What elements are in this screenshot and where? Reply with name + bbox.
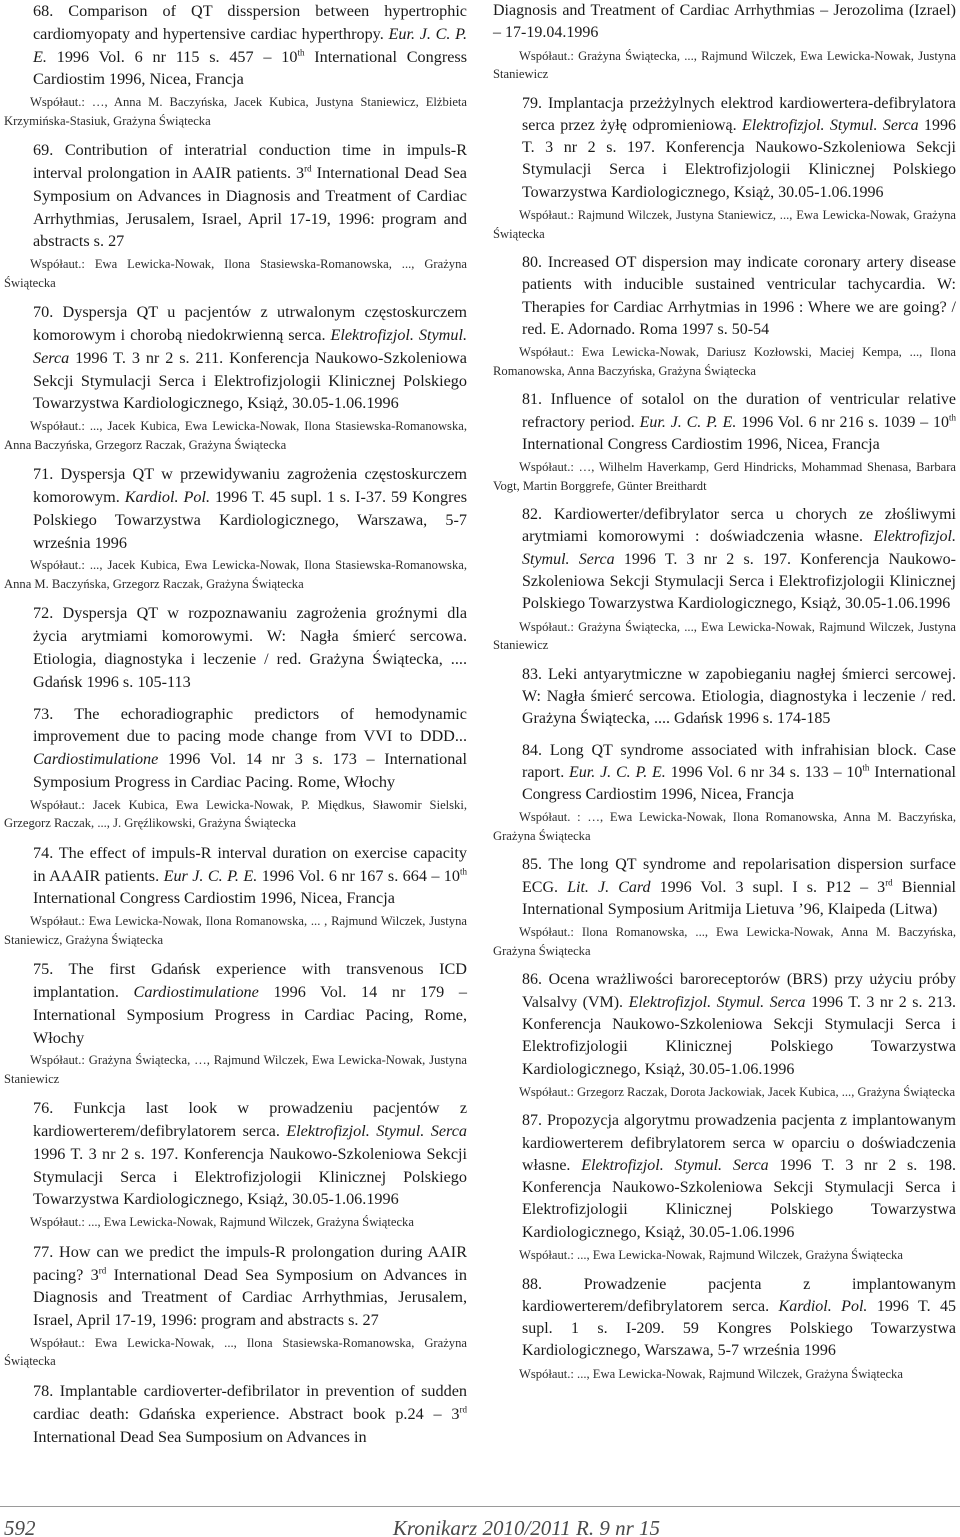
citation-text: 1996 Vol. 6 nr 34 s. 133 – 10 <box>665 763 863 781</box>
entry-number: 85. <box>522 856 542 874</box>
citation-text: 1996 Vol. 3 supl. I s. P12 – 3 <box>650 878 886 896</box>
citation-text: Influence of sotalol on the duration of ventricular relative refractory period. <box>522 391 956 431</box>
superscript: th <box>862 762 870 773</box>
entry-number: 79. <box>522 94 542 112</box>
entry-number: 82. <box>522 506 542 524</box>
superscript: rd <box>459 1404 467 1415</box>
entry-citation <box>493 1110 956 1244</box>
journal-title: Elektrofizjol. Stymul. Serca <box>522 528 956 568</box>
citation-text: International Dead Sea Symposium on Advances in Diagnosis and Treatment of Cardiac Arrhythmias, Jerusalem, Israel, April 17-19, 1996: program and abstracts s. 27 <box>33 163 467 251</box>
co-authors-text: Współaut.: …, Anna M. Baczyńska, Jacek Kubica, Justyna Staniewicz, Elżbieta Krzymińska-Stasiuk, Grażyna Świątecka <box>4 95 467 128</box>
co-authors <box>493 47 956 84</box>
co-authors-text: Współaut.: Ewa Lewicka-Nowak, Ilona Stasiewska-Romanowska, ..., Grażyna Świątecka <box>4 257 467 290</box>
co-authors-text: Współaut.: Ewa Lewicka-Nowak, Ilona Romanowska, ... , Rajmund Wilczek, Justyna Staniewicz, Grażyna Świątecka <box>4 914 467 947</box>
citation-text: 1996 Vol. 6 nr 216 s. 1039 – 10 <box>736 413 949 431</box>
bibliography-entry <box>493 969 956 1101</box>
co-authors <box>4 796 467 833</box>
journal-title: Kardiol. Pol. <box>124 487 211 506</box>
co-authors <box>493 206 956 243</box>
co-authors <box>4 417 467 454</box>
entry-number: 78. <box>33 1381 54 1400</box>
bibliography-entry <box>493 854 956 960</box>
journal-title: Cardiostimulatione <box>33 750 159 769</box>
co-authors-text: Współaut. : …, Ewa Lewicka-Nowak, Ilona Romanowska, Anna M. Baczyńska, Grażyna Świątecka <box>493 810 956 843</box>
co-authors <box>4 1334 467 1371</box>
bibliography-entry <box>493 93 956 243</box>
bibliography-entry <box>4 139 467 292</box>
citation-text: International Dead Sea Sumposium on Advances in <box>33 1427 367 1446</box>
entry-number: 87. <box>522 1112 542 1130</box>
entry-citation <box>493 1274 956 1363</box>
entry-number: 69. <box>33 141 54 160</box>
co-authors-text: Współaut.: Grażyna Świątecka, …, Rajmund Wilczek, Ewa Lewicka-Nowak, Justyna Staniewicz <box>4 1053 467 1086</box>
entry-citation <box>493 389 956 456</box>
superscript: rd <box>98 1265 107 1276</box>
citation-text: 1996 T. 45 supl. 1 s. I-209. 59 Kongres Polskiego Towarzystwa Kardiologicznego, Warszawa, 5-7 września 1996 <box>522 1297 956 1360</box>
bibliography-entry <box>493 740 956 846</box>
page-number: 592 <box>4 1516 36 1537</box>
bibliography-entry <box>493 389 956 495</box>
entry-citation <box>4 301 467 415</box>
entry-citation <box>4 0 467 91</box>
entry-number: 86. <box>522 971 542 989</box>
co-authors-text: Współaut.: Grażyna Świątecka, ..., Rajmund Wilczek, Ewa Lewicka-Nowak, Justyna Staniewicz <box>493 48 956 82</box>
entry-number: 84. <box>522 741 542 759</box>
left-column <box>4 0 467 1457</box>
citation-text: 1996 Vol. 6 nr 115 s. 457 – 10 <box>46 47 298 66</box>
superscript: th <box>949 412 957 423</box>
entry-citation <box>493 0 956 45</box>
entry-citation <box>4 463 467 554</box>
co-authors <box>4 255 467 292</box>
entry-citation <box>493 969 956 1080</box>
citation-text: Comparison of QT disspersion between hypertrophic cardiomyopaty and hypertensive cardiac hyperthropy. <box>33 2 467 43</box>
citation-text: The first Gdańsk experience with transvenous ICD implantation. <box>33 960 467 1001</box>
citation-text: Long QT syndrome associated with infrahisian block. Case raport. <box>522 741 956 781</box>
co-authors <box>493 458 956 495</box>
co-authors-text: Współaut.: ..., Jacek Kubica, Ewa Lewicka-Nowak, Ilona Stasiewska-Romanowska, Anna Baczyńska, Grzegorz Raczak, Grażyna Świątecka <box>4 419 467 452</box>
citation-text: 1996 Vol. 14 nr 3 s. 173 – International Symposium Progress in Cardiac Pacing. Rome, Włochy <box>33 750 467 791</box>
bibliography-entry <box>4 1380 467 1448</box>
co-authors <box>4 912 467 949</box>
entry-number: 80. <box>522 254 542 272</box>
citation-text: Implantacja przeżżylnych elektrod kardiowertera-defibrylatora serca przez żyłę odpromieniową. <box>522 94 956 134</box>
footer-rule <box>0 1506 960 1507</box>
bibliography-entry <box>493 1110 956 1264</box>
bibliography-entry <box>493 1274 956 1384</box>
citation-text: 1996 T. 3 nr 2 s. 211. Konferencja Naukowo-Szkoleniowa Sekcji Stymulacji Serca i Elektrofizjologii Klinicznej Polskiego Towarzystwa Kardiologicznego, Książ, 30.05-1.06.1996 <box>33 348 467 413</box>
co-authors-text: Współaut.: …, Wilhelm Haverkamp, Gerd Hindricks, Mohammad Shenasa, Barbara Vogt, Martin Borggrefe, Günter Breithardt <box>493 460 956 493</box>
citation-text: Increased OT dispersion may indicate coronary artery disease patients with inducible sustained ventricular tachycardia. W: Therapies for Cardiac Arrhytmias in 1996 : Where we are going? / red. E. Adornado. Roma 1997 s. 50-54 <box>522 254 956 338</box>
co-authors <box>493 808 956 845</box>
citation-text: International Congress Cardiostim 1996, Nicea, Francja <box>33 47 467 89</box>
entry-number: 73. <box>33 704 54 723</box>
co-authors <box>4 93 467 130</box>
entry-citation <box>4 958 467 1049</box>
bibliography-entry <box>4 463 467 593</box>
bibliography-entry <box>4 602 467 693</box>
journal-title: Lit. J. Card <box>567 878 651 896</box>
entry-citation <box>4 703 467 794</box>
citation-text: 1996 T. 3 nr 2 s. 197. Konferencja Naukowo-Szkoleniowa Sekcji Stymulacji Serca i Elektrofizjologii Klinicznej Polskiego Towarzystwa Kardiologicznego, Książ, 30.05-1.06.1996 <box>522 550 957 613</box>
journal-footer: Kronikarz 2010/2011 R. 9 nr 15 <box>392 1516 660 1537</box>
entry-citation <box>4 602 467 693</box>
entry-number: 77. <box>33 1242 54 1261</box>
citation-text: 1996 T. 3 nr 2 s. 213. Konferencja Naukowo-Szkoleniowa Sekcji Stymulacji Serca i Elektrofizjologii Klinicznej Polskiego Towarzystwa Kardiologicznego, Książ, 30.05-1.06.1996 <box>522 993 956 1078</box>
citation-text: 1996 T. 3 nr 2 s. 197. Konferencja Naukowo-Szkoleniowa Sekcji Stymulacji Serca i Elektrofizjologii Klinicznej Polskiego Towarzystwa Kardiologicznego, Książ, 30.05-1.06.1996 <box>522 116 957 201</box>
citation-text: International Congress Cardiostim 1996, Nicea, Francja <box>522 435 880 453</box>
journal-title: Cardiostimulatione <box>133 982 259 1001</box>
journal-title: Elektrofizjol. Stymul. Serca <box>286 1122 467 1141</box>
citation-text: Prowadzenie pacjenta z implantowanym kardiowerterem/defibrylatorem serca. <box>522 1275 956 1315</box>
citation-text: Dyspersja QT u pacjentów z utrwalonym częstoskurczem komorowym i chorobą niedokrwienną serca. <box>33 303 467 344</box>
co-authors <box>493 1083 956 1102</box>
co-authors-text: Współaut.: Ewa Lewicka-Nowak, Dariusz Kozłowski, Maciej Kempa, ..., Ilona Romanowska, Anna Baczyńska, Grażyna Świątecka <box>493 345 956 378</box>
citation-text: 1996 Vol. 14 nr 179 – International Symposium Progress in Cardiac Pacing, Rome, Włochy <box>33 982 468 1047</box>
co-authors-text: Współaut.: ..., Ewa Lewicka-Nowak, Rajmund Wilczek, Grażyna Świątecka <box>519 1366 903 1381</box>
superscript: th <box>297 47 305 58</box>
citation-text: 1996 T. 3 nr 2 s. 197. Konferencja Naukowo-Szkoleniowa Sekcji Stymulacji Serca i Elektrofizjologii Klinicznej Polskiego Towarzystwa Kardiologicznego, Książ, 30.05-1.06.1996 <box>33 1144 467 1209</box>
entry-number: 75. <box>33 960 54 979</box>
co-authors <box>493 343 956 380</box>
co-authors <box>4 1213 467 1232</box>
entry-citation <box>493 504 956 615</box>
journal-title: Eur. J. C. P. E. <box>639 413 737 431</box>
citation-text: Leki antyarytmiczne w zapobieganiu nagłej śmierci sercowej. W: Nagła śmierć sercowa. Etiologia, diagnostyka i leczenie / red. Grażyna Świątecka, .... Gdańsk 1996 s. 174-185 <box>522 665 956 728</box>
entry-citation <box>493 93 956 204</box>
entry-citation <box>4 139 467 253</box>
journal-title: Eur J. C. P. E. <box>163 866 258 885</box>
entry-citation <box>4 1241 467 1332</box>
journal-title: Kardiol. Pol. <box>778 1297 868 1315</box>
entry-number: 81. <box>522 391 542 409</box>
bibliography-entry <box>4 1097 467 1231</box>
entry-citation <box>493 854 956 921</box>
bibliography-entry <box>4 1241 467 1371</box>
bibliography-entry <box>493 252 956 380</box>
entry-number: 71. <box>33 465 54 484</box>
bibliography-entry <box>4 301 467 454</box>
entry-citation <box>4 1380 467 1448</box>
co-authors-text: Współaut.: ..., Jacek Kubica, Ewa Lewicka-Nowak, Ilona Stasiewska-Romanowska, Anna M. Baczyńska, Grzegorz Raczak, Grażyna Świątecka <box>4 558 467 591</box>
citation-text: The long QT syndrome and repolarisation dispersion surface ECG. <box>522 856 956 896</box>
co-authors <box>493 923 956 960</box>
co-authors-text: Współaut.: ..., Ewa Lewicka-Nowak, Rajmund Wilczek, Grażyna Świątecka <box>519 1248 903 1263</box>
citation-text: Dyspersja QT w przewidywaniu zagrożenia częstoskurczem komorowym. <box>33 465 467 506</box>
entry-number: 68. <box>33 2 54 20</box>
citation-text: Funkcja last look w prowadzeniu pacjentów z kardiowerterem/defibrylatorem serca. <box>33 1099 467 1141</box>
citation-text: International Dead Sea Symposium on Advances in Diagnosis and Treatment of Cardiac Arrhythmias, Jerusalem, Israel, April 17-19, 1996: program and abstracts s. 27 <box>33 1265 467 1330</box>
citation-text: The effect of impuls-R interval duration on exercise capacity in AAAIR patients. <box>33 843 467 885</box>
journal-title: Eur. J. C. P. E. <box>33 24 467 66</box>
entry-citation <box>493 252 956 341</box>
bibliography-entry <box>493 664 956 731</box>
co-authors <box>4 556 467 593</box>
co-authors <box>493 618 956 655</box>
citation-text: The echoradiographic predictors of hemodynamic improvement due to pacing mode change from VVI to DDD... <box>33 704 467 746</box>
citation-text: Biennial International Symposium Aritmija Lietuva ’96, Klaipeda (Litwa) <box>522 878 956 919</box>
entry-number: 76. <box>33 1099 54 1118</box>
citation-text: Contribution of interatrial conduction time in impuls-R interval prolongation in AAIR patients. 3 <box>33 141 467 182</box>
co-authors <box>493 1365 956 1384</box>
entry-citation <box>4 842 467 910</box>
superscript: rd <box>885 877 893 888</box>
entry-number: 74. <box>33 843 54 862</box>
co-authors-text: Współaut.: Ilona Romanowska, ..., Ewa Lewicka-Nowak, Anna M. Baczyńska, Grażyna Świątecka <box>493 925 956 958</box>
entry-citation <box>493 740 956 807</box>
co-authors-text: Współaut.: ..., Ewa Lewicka-Nowak, Rajmund Wilczek, Grażyna Świątecka <box>30 1215 414 1230</box>
citation-text: How can we predict the impuls-R prolongation during AAIR pacing? 3 <box>33 1242 467 1284</box>
journal-title: Elektrofizjol. Stymul. Serca <box>628 993 806 1011</box>
journal-title: Elektrofizjol. Stymul. Serca <box>581 1156 769 1174</box>
entry-citation <box>493 664 956 731</box>
citation-text: International Congress Cardiostim 1996, Nicea, Francja <box>33 889 395 908</box>
co-authors <box>4 1051 467 1088</box>
citation-text: 1996 T. 45 supl. 1 s. I-37. 59 Kongres Polskiego Towarzystwa Kardiologicznego, Warszawa, 5-7 września 1996 <box>33 487 467 552</box>
citation-text: 1996 Vol. 6 nr 167 s. 664 – 10 <box>257 866 460 885</box>
journal-title: Eur. J. C. P. E. <box>569 763 666 781</box>
bibliography-entry <box>493 504 956 654</box>
entry-citation <box>4 1097 467 1211</box>
citation-text: Ocena wrażliwości baroreceptorów (BRS) przy użyciu próby Valsalvy (VM). <box>522 971 956 1011</box>
bibliography-entry <box>493 0 956 84</box>
co-authors-text: Współaut.: Ewa Lewicka-Nowak, ..., Ilona Stasiewska-Romanowska, Grażyna Świątecka <box>4 1335 467 1369</box>
bibliography-entry <box>4 958 467 1088</box>
superscript: rd <box>304 163 312 174</box>
co-authors <box>493 1246 956 1265</box>
bibliography-entry <box>4 703 467 833</box>
entry-number: 88. <box>522 1275 542 1293</box>
citation-text: 1996 T. 3 nr 2 s. 198. Konferencja Naukowo-Szkoleniowa Sekcji Stymulacji Serca i Elektrofizjologii Klinicznej Polskiego Towarzystwa Kardiologicznego, Książ, 30.05-1.06.1996 <box>522 1156 956 1241</box>
citation-text: Dyspersja QT w rozpoznawaniu zagrożenia groźnymi dla życia arytmiami komorowymi. W: Nagła śmierć sercowa. Etiologia, diagnostyka i leczenie / red. Grażyna Świątecka, .... Gdańsk 1996 s. 105-113 <box>33 604 467 691</box>
citation-text: Kardiowerter/defibrylator serca u chorych ze złośliwymi arytmiami komorowymi : doświadczenia własne. <box>522 506 956 546</box>
co-authors-text: Współaut.: Grażyna Świątecka, ..., Ewa Lewicka-Nowak, Rajmund Wilczek, Justyna Staniewicz <box>493 619 956 653</box>
co-authors-text: Współaut.: Rajmund Wilczek, Justyna Staniewicz, ..., Ewa Lewicka-Nowak, Grażyna Świątecka <box>493 208 956 241</box>
entry-number: 70. <box>33 303 54 322</box>
citation-text: International Congress Cardiostim 1996, Nicea, Francja <box>522 763 957 804</box>
citation-text: Diagnosis and Treatment of Cardiac Arrhythmias – Jerozolima (Izrael) – 17-19.04.1996 <box>493 2 956 42</box>
bibliography-entry <box>4 842 467 949</box>
citation-text: Propozycja algorytmu prowadzenia pacjenta z implantowanym kardiowerterem defibrylatorem serca w oparciu o doświadczenia własne. <box>522 1112 956 1174</box>
superscript: th <box>460 866 468 877</box>
journal-title: Elektrofizjol. Stymul. Serca <box>742 116 919 134</box>
citation-text: Implantable cardioverter-defibrilator in prevention of sudden cardiac death: Gdańska experience. Abstract book p.24 – 3 <box>33 1381 467 1423</box>
entry-number: 83. <box>522 665 542 683</box>
journal-title: Elektrofizjol. Stymul. Serca <box>33 325 467 367</box>
bibliography-entry <box>4 0 467 130</box>
right-column <box>493 0 956 1392</box>
co-authors-text: Współaut.: Jacek Kubica, Ewa Lewicka-Nowak, P. Międkus, Sławomir Sielski, Grzegorz Raczak, ..., J. Gręźlikowski, Grażyna Świątecka <box>4 797 467 831</box>
co-authors-text: Współaut.: Grzegorz Raczak, Dorota Jackowiak, Jacek Kubica, ..., Grażyna Świątecka <box>519 1084 956 1099</box>
entry-number: 72. <box>33 604 54 623</box>
